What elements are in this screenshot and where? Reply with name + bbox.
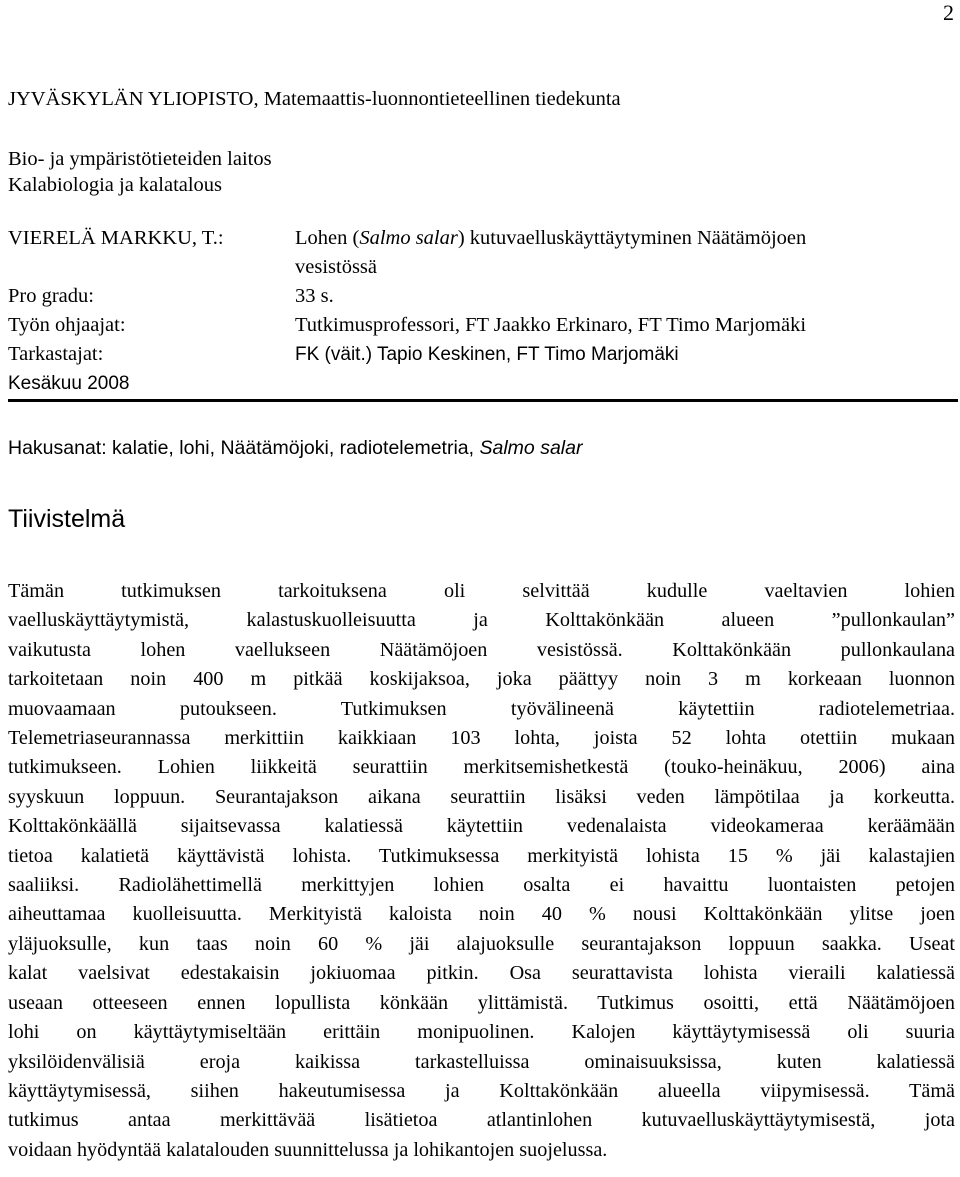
- author-label: VIERELÄ MARKKU, T.:: [8, 227, 224, 249]
- abstract-line: käyttäytymisessä, siihen hakeutumisessa ja Kolttakönkään alueella viipymisessä. Tämä: [8, 1079, 955, 1102]
- abstract-line: tutkimus antaa merkittävää lisätietoa atlantinlohen kutuvaelluskäyttäytymisestä, jota: [8, 1109, 955, 1132]
- abstract-line: vaikutusta lohen vaellukseen Näätämöjoen vesistössä. Kolttakönkään pullonkaulana: [8, 638, 955, 661]
- supervisors-value: Tutkimusprofessori, FT Jaakko Erkinaro, FT Timo Marjomäki: [295, 314, 807, 336]
- abstract-line: yläjuoksulle, kun taas noin 60 % jäi alajuoksulle seurantajakson loppuun saakka. Useat: [8, 932, 955, 955]
- title-post: ) kutuvaelluskäyttäytyminen Näätämöjoen: [457, 227, 807, 249]
- abstract-line: lohi on käyttäytymiseltään erittäin monipuolinen. Kalojen käyttäytymisessä oli suuria: [8, 1021, 955, 1044]
- title-species: Salmo salar: [359, 227, 458, 249]
- date-row: [8, 369, 806, 398]
- supervisors-label: Työn ohjaajat:: [8, 314, 126, 336]
- date: Kesäkuu 2008: [8, 373, 130, 394]
- title-pre: Lohen (: [295, 227, 360, 249]
- author-title-row: [8, 224, 806, 253]
- supervisors-row: [8, 311, 806, 340]
- reviewers-value: FK (väit.) Tapio Keskinen, FT Timo Marjomäki: [295, 344, 679, 365]
- abstract-line: useaan otteeseen ennen lopullista könkään ylittämistä. Tutkimus osoitti, että Näätämöjoen: [8, 991, 955, 1014]
- reviewers-label: Tarkastajat:: [8, 343, 104, 365]
- abstract-line: Telemetriaseurannassa merkittiin kaikkiaan 103 lohta, joista 52 lohta otettiin mukaan: [8, 727, 955, 750]
- pages-label: Pro gradu:: [8, 285, 94, 307]
- pages-value: 33 s.: [295, 285, 334, 307]
- reviewers-row: [8, 340, 806, 369]
- abstract-heading: Tiivistelmä: [8, 505, 126, 533]
- abstract-line: tutkimukseen. Lohien liikkeitä seurattiin merkitsemishetkestä (touko-heinäkuu, 2006) aina: [8, 756, 955, 779]
- abstract-line: aiheuttamaa kuolleisuutta. Merkityistä kaloista noin 40 % nousi Kolttakönkään ylitse joen: [8, 903, 955, 926]
- abstract-body: [8, 577, 955, 1165]
- abstract-line: muovaamaan putoukseen. Tutkimuksen työvälineenä käytettiin radiotelemetriaa.: [8, 697, 955, 720]
- pages-row: [8, 282, 806, 311]
- abstract-line: tietoa kalatietä käyttävistä lohista. Tutkimuksessa merkityistä lohista 15 % jäi kalastajien: [8, 844, 955, 867]
- abstract-line: Kolttakönkäällä sijaitsevassa kalatiessä käytettiin vedenalaista videokameraa keräämään: [8, 815, 955, 838]
- title-continuation-row: [8, 253, 806, 282]
- abstract-line: vaelluskäyttäytymistä, kalastuskuolleisuutta ja Kolttakönkään alueen ”pullonkaulan”: [8, 609, 955, 632]
- thesis-title: [295, 224, 806, 253]
- page-number: 2: [943, 0, 954, 25]
- division: Kalabiologia ja kalatalous: [8, 174, 223, 196]
- keywords-species: Salmo salar: [479, 437, 583, 459]
- abstract-line: Tämän tutkimuksen tarkoituksena oli selvittää kudulle vaeltavien lohien: [8, 580, 955, 602]
- abstract-line: yksilöidenvälisiä eroja kaikissa tarkastelluissa ominaisuuksissa, kuten kalatiessä: [8, 1050, 955, 1073]
- abstract-line: saaliiksi. Radiolähettimellä merkittyjen lohien osalta ei havaittu luontaisten petojen: [8, 874, 955, 897]
- abstract-line: kalat vaelsivat edestakaisin jokiuomaa pitkin. Osa seurattavista lohista vieraili kalatiessä: [8, 962, 955, 985]
- department: Bio- ja ympäristötieteiden laitos: [8, 148, 272, 170]
- thesis-info-table: [8, 224, 806, 398]
- horizontal-rule: [8, 399, 958, 402]
- keywords-text: Hakusanat: kalatie, lohi, Näätämöjoki, radiotelemetria,: [8, 437, 480, 459]
- keywords: [8, 437, 582, 460]
- abstract-line: tarkoitetaan noin 400 m pitkää koskijaksoa, joka päättyy noin 3 m korkeaan luonnon: [8, 668, 955, 691]
- abstract-line: syyskuun loppuun. Seurantajakson aikana seurattiin lisäksi veden lämpötilaa ja korkeutta.: [8, 785, 955, 808]
- abstract-line: voidaan hyödyntää kalatalouden suunnittelussa ja lohikantojen suojelussa.: [8, 1138, 608, 1161]
- university-faculty: JYVÄSKYLÄN YLIOPISTO, Matemaattis-luonnontieteellinen tiedekunta: [8, 88, 621, 110]
- thesis-title-line2: vesistössä: [295, 256, 377, 278]
